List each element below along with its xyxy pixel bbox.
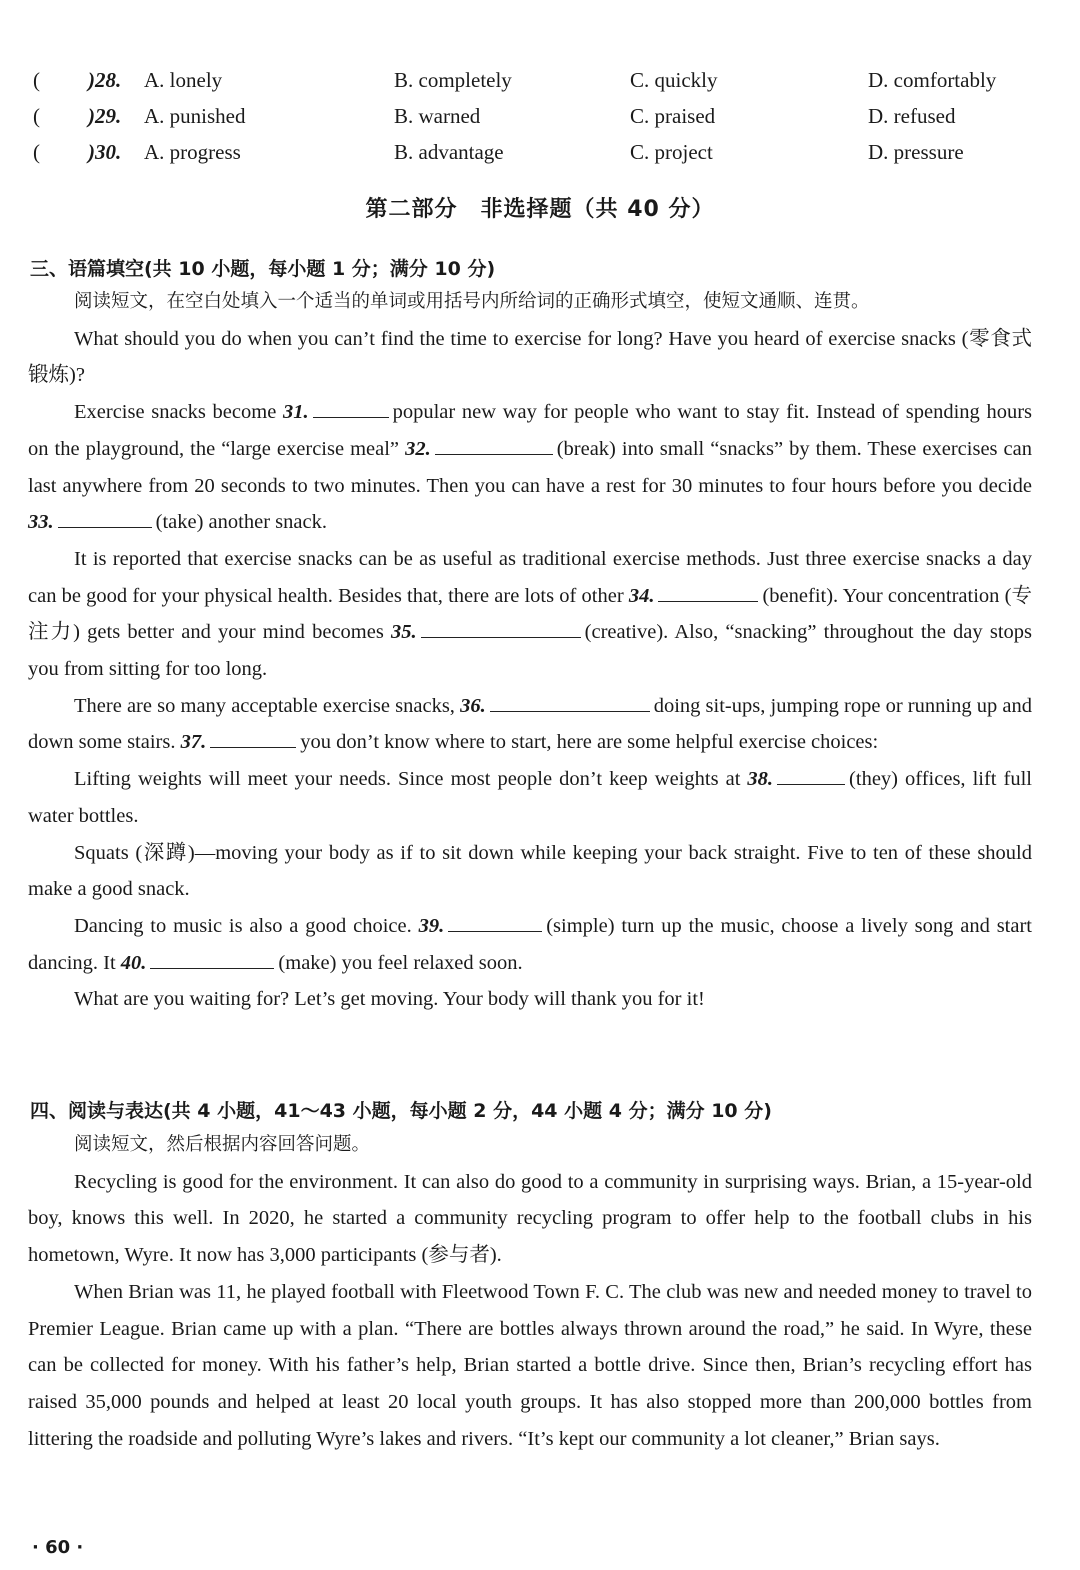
page-number: · 60 · — [32, 1537, 84, 1558]
blank-39[interactable] — [448, 909, 542, 932]
option-c: C. praised — [630, 104, 716, 128]
part4-passage — [28, 1127, 1032, 1457]
part3-paragraph-5: Lifting weights will meet your needs. Since most people don’t keep weights at 38. (they) offices, lift full water bottles. — [28, 761, 1032, 834]
question-28-row — [0, 68, 1080, 104]
blank-31[interactable] — [313, 395, 389, 418]
blank-number-39: 39. — [418, 914, 445, 937]
blank-number-40: 40. — [120, 951, 147, 974]
option-d: D. comfortably — [868, 68, 997, 92]
option-c: C. quickly — [630, 68, 718, 92]
question-30-row — [0, 140, 1080, 176]
part4-instruction: 阅读短文，然后根据内容回答问题。 — [74, 1134, 371, 1155]
part3-paragraph-8: What are you waiting for? Let’s get moving. Your body will thank you for it! — [74, 988, 705, 1011]
blank-number-37: 37. — [180, 731, 207, 754]
part3-paragraph-1: What should you do when you can’t find the time to exercise for long? Have you heard of exercise snacks (零食式锻炼)? — [28, 327, 1032, 387]
blank-37[interactable] — [210, 725, 296, 748]
part3-paragraph-7: Dancing to music is also a good choice. 39. (simple) turn up the music, choose a lively song and start dancing. It 40. (make) you feel relaxed soon. — [28, 908, 1032, 981]
blank-33[interactable] — [58, 505, 152, 528]
blank-number-34: 34. — [628, 584, 655, 607]
part3-passage — [28, 284, 1032, 1018]
part3-paragraph-3: It is reported that exercise snacks can be as useful as traditional exercise methods. Just three exercise snacks a day can be good for your physical health. Besides that, there are lots of other 34. (benefit). Your concentration (专注力) gets better and your mind becomes 35. (creative). Also, “snacking” throughout the day stops you from sitting for too long. — [28, 547, 1032, 681]
answer-paren: ( — [33, 68, 40, 92]
option-c: C. project — [630, 140, 713, 164]
blank-35[interactable] — [421, 615, 581, 638]
option-b: B. warned — [394, 104, 481, 128]
answer-paren: ( — [33, 140, 40, 164]
option-a: A. lonely — [144, 68, 223, 92]
question-number: )29. — [88, 104, 122, 128]
part4-paragraph-1: Recycling is good for the environment. It can also do good to a community in surprising ways. Brian, a 15-year-old boy, knows this well. In 2020, he started a community recycling program to offer help to the football clubs in his hometown, Wyre. It now has 3,000 participants (参与者). — [28, 1170, 1032, 1267]
option-a: A. progress — [144, 140, 241, 164]
question-number: )30. — [88, 140, 122, 164]
blank-number-38: 38. — [747, 768, 774, 791]
blank-40[interactable] — [150, 946, 274, 969]
blank-32[interactable] — [435, 432, 553, 455]
blank-number-33: 33. — [28, 511, 54, 534]
option-d: D. refused — [868, 104, 956, 128]
option-b: B. advantage — [394, 140, 504, 164]
blank-38[interactable] — [777, 762, 845, 785]
part4-heading: 四、阅读与表达(共 4 小题，41～43 小题，每小题 2 分，44 小题 4 分；满分 10 分) — [30, 1100, 772, 1122]
option-d: D. pressure — [868, 140, 964, 164]
question-number: )28. — [88, 68, 122, 92]
option-b: B. completely — [394, 68, 512, 92]
part3-instruction: 阅读短文，在空白处填入一个适当的单词或用括号内所给词的正确形式填空，使短文通顺、连贯。 — [74, 291, 870, 312]
part3-paragraph-6: Squats (深蹲)—moving your body as if to sit down while keeping your back straight. Five to ten of these should make a good snack. — [28, 841, 1032, 901]
part3-heading: 三、语篇填空(共 10 小题，每小题 1 分；满分 10 分) — [30, 258, 496, 280]
blank-36[interactable] — [490, 689, 650, 712]
part3-paragraph-4: There are so many acceptable exercise snacks, 36. doing sit-ups, jumping rope or running up and down some stairs. 37. you don’t know where to start, here are some helpful exercise choices: — [28, 688, 1032, 761]
section-title: 第二部分 非选择题（共 40 分） — [365, 197, 715, 222]
blank-34[interactable] — [658, 579, 758, 602]
part4-paragraph-2: When Brian was 11, he played football with Fleetwood Town F. C. The club was new and needed money to travel to Premier League. Brian came up with a plan. “There are bottles always thrown around the road,” he said. In Wyre, these can be collected for money. With his father’s help, Brian started a bottle drive. Since then, Brian’s recycling effort has raised 35,000 pounds and helped at least 20 local youth groups. It has also stopped more than 200,000 bottles from littering the roadside and polluting Wyre’s lakes and rivers. “It’s kept our community a lot cleaner,” Brian says. — [28, 1280, 1032, 1450]
blank-number-32: 32. — [405, 437, 431, 460]
blank-number-31: 31. — [282, 401, 309, 424]
blank-number-35: 35. — [391, 621, 417, 644]
blank-number-36: 36. — [460, 694, 486, 717]
part3-paragraph-2: Exercise snacks become 31. popular new way for people who want to stay fit. Instead of spending hours on the playground, the “large exercise meal” 32. (break) into small “snacks” by them. These exercises can last anywhere from 20 seconds to two minutes. Then you can have a rest for 30 minutes to four hours before you decide 33. (take) another snack. — [28, 394, 1032, 541]
answer-paren: ( — [33, 104, 40, 128]
question-29-row — [0, 104, 1080, 140]
option-a: A. punished — [144, 104, 246, 128]
